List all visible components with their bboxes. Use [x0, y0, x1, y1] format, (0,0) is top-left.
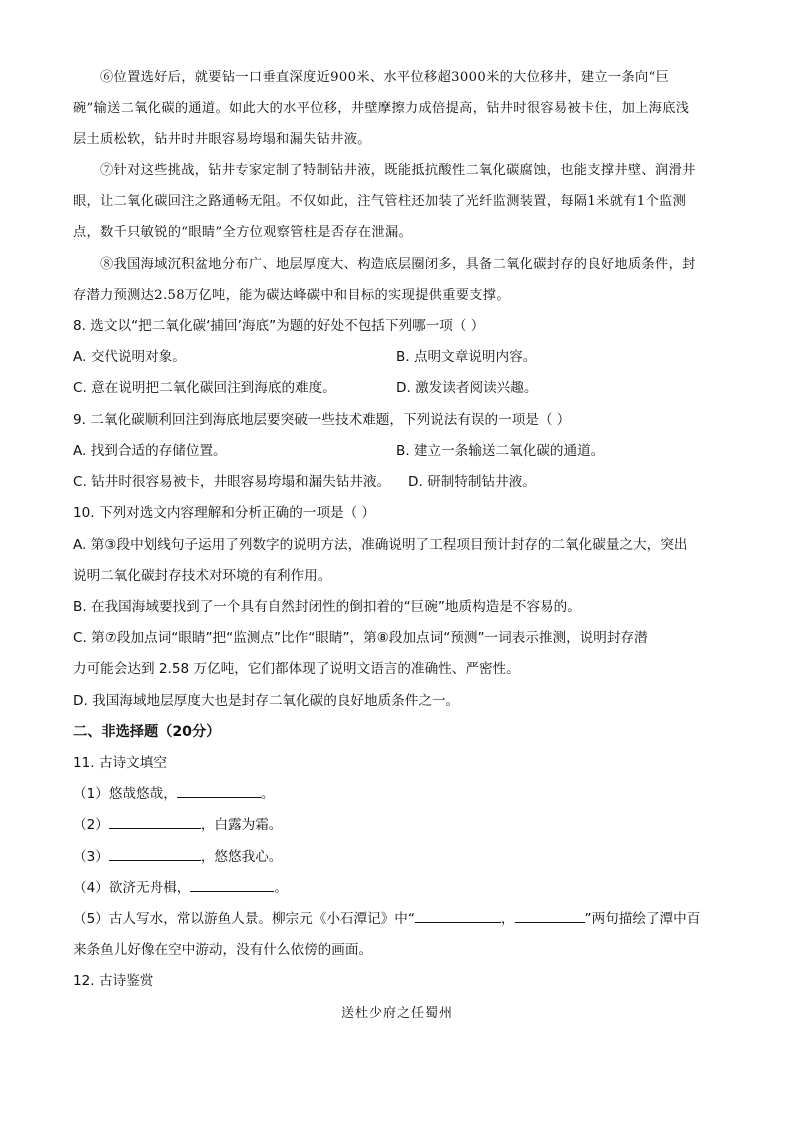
q9-option-a: A. 找到合适的存储位置。: [73, 443, 227, 459]
q11-item-4-prefix: （4）欲济无舟楫，: [73, 880, 191, 896]
q8-option-a: A. 交代说明对象。: [73, 349, 186, 365]
q11-item-2: [73, 810, 282, 841]
poem-title: 送杜少府之任蜀州: [340, 1006, 453, 1021]
q9-option-c: C. 钻井时很容易被卡，井眼容易垮塌和漏失钻井液。: [73, 474, 391, 490]
q11-item-3: [73, 842, 282, 873]
q10-option-a-line1: A. 第③段中划线句子运用了列数字的说明方法，准确说明了工程项目预计封存的二氧化碳量之大，突出: [73, 537, 688, 553]
q9-option-d: D. 研制特制钻井液。: [408, 474, 536, 490]
q11-item-5-suffix: ”两句描绘了潭中百: [584, 911, 701, 927]
q11-item-5: [73, 904, 700, 935]
q9-option-b: B. 建立一条输送二氧化碳的通道。: [396, 443, 605, 459]
q10-option-a-line2: 说明二氧化碳封存技术对环境的有利作用。: [73, 568, 332, 584]
passage-p7-line1: ⑦针对这些挑战，钻井专家定制了特制钻井液，既能抵抗酸性二氧化碳腐蚀，也能支撑井壁、润滑井: [100, 163, 696, 178]
q11-title: 11. 古诗文填空: [73, 755, 167, 771]
section-2-title: 二、非选择题（20分）: [73, 724, 221, 740]
q11-item-2-blank[interactable]: [109, 814, 201, 829]
q8-option-c: C. 意在说明把二氧化碳回注到海底的难度。: [73, 380, 336, 396]
q11-item-1-prefix: （1）悠哉悠哉，: [73, 786, 177, 802]
q10-option-b: B. 在我国海域要找到了一个具有自然封闭性的倒扣着的“巨碗”地质构造是不容易的。: [73, 599, 581, 615]
q12-title: 12. 古诗鉴赏: [73, 973, 154, 989]
q11-item-2-suffix: ，白露为霜。: [200, 817, 283, 833]
q10-option-c-line2: 力可能会达到 2.58 万亿吨，它们都体现了说明文语言的准确性、严密性。: [73, 661, 520, 677]
q8-stem: 8. 选文以“把二氧化碳‘捕回’海底”为题的好处不包括下列哪一项（ ）: [73, 318, 485, 334]
q11-item-2-prefix: （2）: [73, 817, 109, 833]
passage-p6-line2: 碗”输送二氧化碳的通道。如此大的水平位移，井壁摩擦力成倍提高，钻井时很容易被卡住，加上海底浅: [73, 101, 690, 116]
q11-item-4-suffix: 。: [274, 880, 288, 896]
q8-option-b: B. 点明文章说明内容。: [396, 349, 537, 365]
passage-p8-line1: ⑧我国海域沉积盆地分布广、地层厚度大、构造底层圈闭多，具备二氧化碳封存的良好地质条件，封: [100, 257, 696, 272]
passage-p6-line1: ⑥位置选好后，就要钻一口垂直深度近900米、水平位移超3000米的大位移井，建立一条向“巨: [100, 70, 670, 85]
q11-item-5-blank-1[interactable]: [415, 908, 501, 923]
q11-item-1: [73, 779, 274, 810]
q11-item-4: [73, 873, 288, 904]
q11-item-1-blank[interactable]: [177, 783, 261, 798]
q11-item-4-blank[interactable]: [190, 877, 274, 892]
q10-option-d: D. 我国海域地层厚度大也是封存二氧化碳的良好地质条件之一。: [73, 693, 460, 709]
passage-p8-line2: 存潜力预测达2.58万亿吨，能为碳达峰碳中和目标的实现提供重要支撑。: [73, 288, 510, 303]
q11-item-5-blank-2[interactable]: [515, 908, 585, 923]
q10-stem: 10. 下列对选文内容理解和分析正确的一项是（ ）: [73, 505, 376, 521]
q11-item-3-prefix: （3）: [73, 849, 109, 865]
q11-item-5-prefix: （5）古人写水，常以游鱼人景。柳宗元《小石潭记》中“: [73, 911, 415, 927]
q11-item-1-suffix: 。: [260, 786, 275, 802]
q10-option-c-line1: C. 第⑦段加点词“眼睛”把“监测点”比作“眼睛”，第⑧段加点词“预测”一词表示推测，说明封存潜: [73, 630, 648, 646]
q9-stem: 9. 二氧化碳顺利回注到海底地层要突破一些技术难题，下列说法有误的一项是（ ）: [73, 412, 571, 428]
q11-item-5-line2: 来条鱼儿好像在空中游动，没有什么依傍的画面。: [73, 942, 373, 958]
passage-p6-line3: 层土质松软，钻井时井眼容易垮塌和漏失钻井液。: [73, 132, 371, 147]
q8-option-d: D. 激发读者阅读兴趣。: [396, 380, 538, 396]
q11-item-3-suffix: ，悠悠我心。: [200, 849, 283, 865]
passage-p7-line2: 眼，让二氧化碳回注之路通畅无阻。不仅如此，注气管柱还加装了光纤监测装置，每隔1米就有1个监测: [73, 194, 687, 209]
passage-p7-line3: 点，数千只敏锐的“眼睛”全方位观察管柱是否存在泄漏。: [73, 225, 413, 240]
q11-item-3-blank[interactable]: [109, 846, 201, 861]
q11-item-5-mid: ，: [500, 911, 515, 927]
